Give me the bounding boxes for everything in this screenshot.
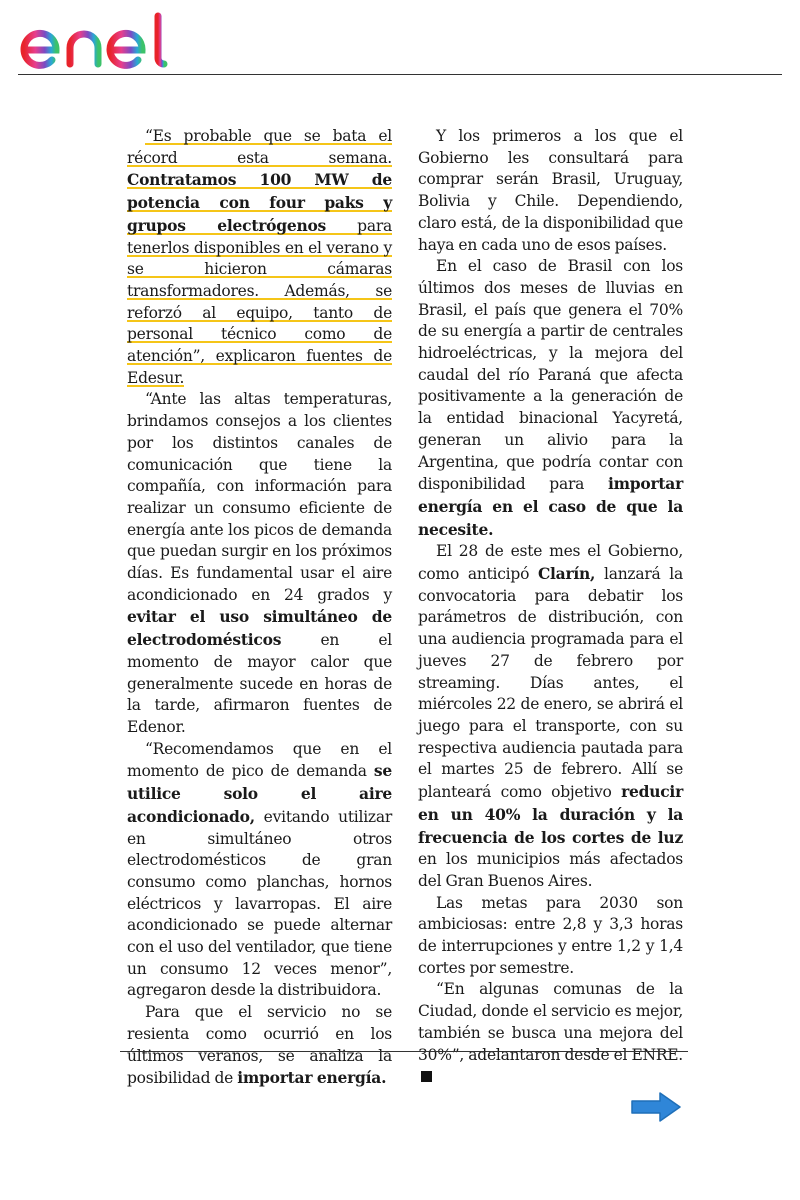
article-column-right: [418, 126, 683, 1088]
paragraph: “En algunas comunas de la Ciudad, donde el servicio es mejor, también se busca una mejora del 30%”, adelantaron desde el ENRE.: [418, 979, 683, 1088]
article-column-left: [127, 126, 392, 1090]
paragraph: “Ante las altas temperaturas, brindamos consejos a los clientes por los distintos canales de comunicación que tiene la compañía, con información para realizar un consumo eficiente de energía ante los picos de demanda que puedan surgir en los próximos días. Es fundamental usar el aire acondicionado en 24 grados y evitar el uso simultáneo de electrodomésticos en el momento de mayor calor que generalmente sucede en horas de la tarde, afirmaron fuentes de Edenor.: [127, 390, 392, 736]
paragraph: “Recomendamos que en el momento de pico de demanda se utilice solo el aire acondicionado, evitando utilizar en simultáneo otros electrodomésticos de gran consumo como planchas, hornos eléctricos y lavarropas. El aire acondicionado se puede alternar con el uso del ventilador, que tiene un consumo 12 veces menor”, agregaron desde la distribuidora.: [127, 739, 392, 1000]
paragraph: “Es probable que se bata el récord esta semana. Contratamos 100 MW de potencia con four paks y grupos electrógenos para tenerlos disponibles en el verano y se hicieron cámaras transformadores. Además, se reforzó al equipo, tanto de personal técnico como de atención”, explicaron fuentes de Edesur.: [127, 127, 392, 387]
paragraph: Y los primeros a los que el Gobierno les consultará para comprar serán Brasil, Uruguay, Bolivia y Chile. Dependiendo, claro está, de la disponibilidad que haya en cada uno de esos países.: [418, 127, 683, 254]
end-of-article-mark: [421, 1071, 432, 1082]
header-rule: [18, 74, 782, 75]
paragraph: En el caso de Brasil con los últimos dos meses de lluvias en Brasil, el país que genera el 70% de su energía a partir de centrales hidroeléctricas, y la mejora del caudal del río Paraná que afecta positivamente a la generación de la entidad binacional Yacyretá, generan un alivio para la Argentina, que podría contar con disponibilidad para importar energía en el caso de que la necesite.: [418, 257, 683, 539]
arrow-right-icon[interactable]: [630, 1090, 682, 1124]
paragraph: El 28 de este mes el Gobierno, como anticipó Clarín, lanzará la convocatoria para debatir los parámetros de distribución, con una audiencia programada para el jueves 27 de febrero por streaming. Días antes, el miércoles 22 de enero, se abrirá el juego para el transporte, con su respectiva audiencia pautada para el martes 25 de febrero. Allí se planteará como objetivo reducir en un 40% la duración y la frecuencia de los cortes de luz en los municipios más afectados del Gran Buenos Aires.: [418, 542, 683, 890]
paragraph: Para que el servicio no se resienta como ocurrió en los últimos veranos, se analiza la posibilidad de importar energía.: [127, 1003, 392, 1088]
enel-logo: [18, 10, 170, 70]
paragraph: Las metas para 2030 son ambiciosas: entre 2,8 y 3,3 horas de interrupciones y entre 1,2 y 1,4 cortes por semestre.: [418, 893, 683, 977]
footer-rule: [120, 1051, 688, 1052]
